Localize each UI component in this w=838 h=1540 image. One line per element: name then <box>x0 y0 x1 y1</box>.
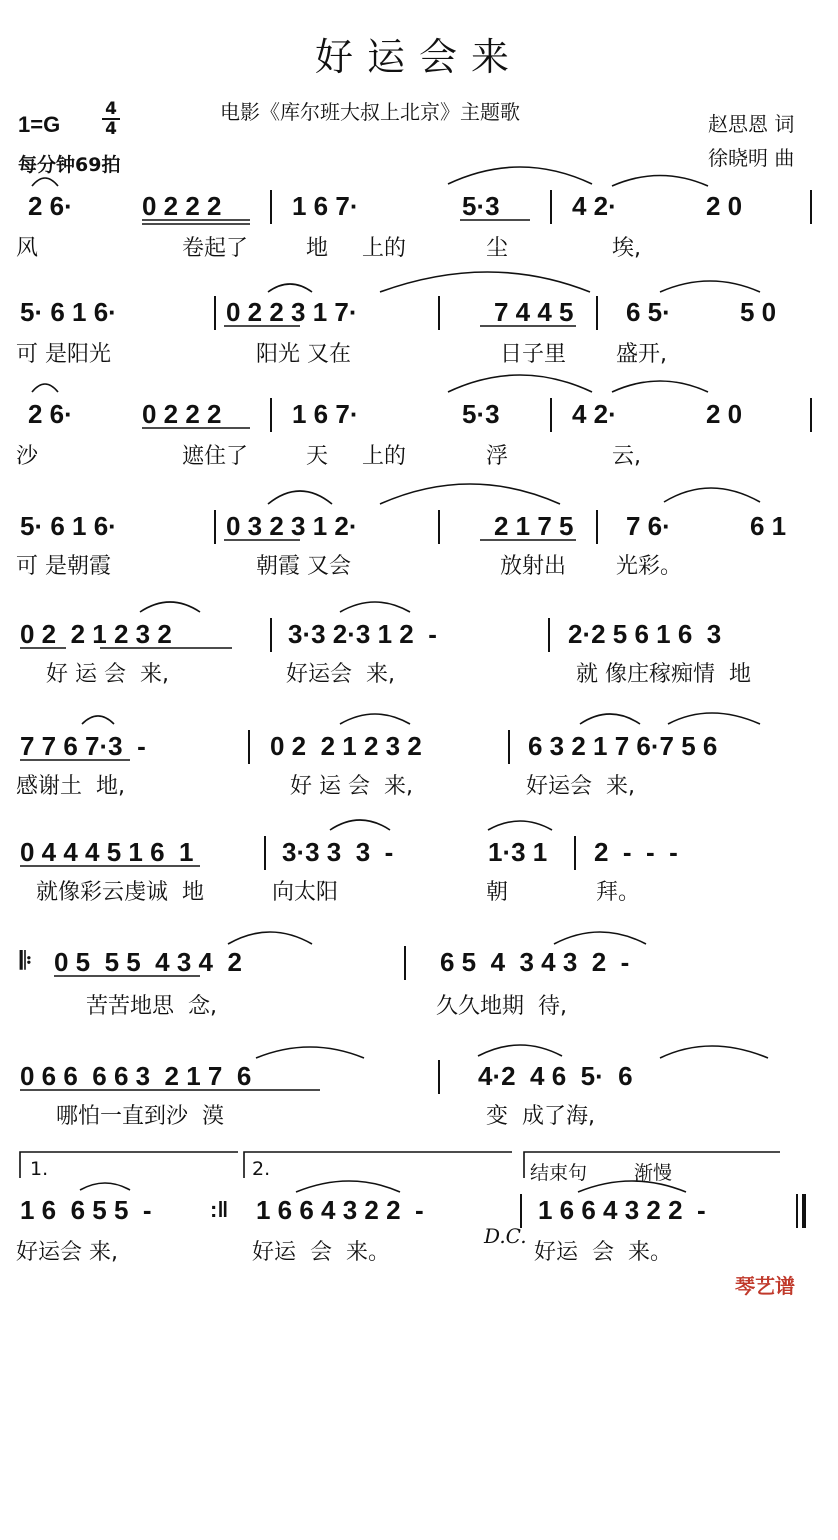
barline <box>508 730 510 764</box>
lyric: 地 <box>306 236 329 261</box>
slur <box>488 821 552 830</box>
system-6-lyrics <box>16 770 826 804</box>
system-5-lyrics <box>16 658 826 692</box>
repeat-end-sign: :‖ <box>210 1197 229 1222</box>
key-signature: 1=G <box>18 112 61 137</box>
barline <box>270 398 272 432</box>
notes-segment: 0 2 2 1 2 3 2 <box>270 731 422 761</box>
notes-segment: 0 4 4 4 5 1 6 1 <box>20 837 194 867</box>
system-4-notes <box>20 504 820 548</box>
notes-segment: 1·3 1 <box>488 837 548 867</box>
logo-watermark <box>735 1270 795 1299</box>
ending-tempo: 渐慢 <box>634 1162 673 1184</box>
volta-1-label: 1. <box>30 1158 49 1180</box>
barline <box>596 296 598 330</box>
notes-segment: 7 6· <box>626 511 671 541</box>
lyric: 上的 <box>362 236 407 261</box>
system-2-lyrics <box>16 338 826 372</box>
lyric: 向太阳 <box>272 880 339 905</box>
lyric: 埃, <box>612 236 641 261</box>
lyric: 卷起了 <box>182 236 249 261</box>
notes-segment: 0 2 2 3 1 7· <box>226 297 358 327</box>
slur <box>612 381 708 392</box>
slur <box>448 167 592 184</box>
lyric: 云, <box>612 444 641 469</box>
system-6-notes <box>20 724 820 768</box>
lyric: 好运会 来, <box>16 1240 118 1265</box>
repeat-start-sign: 𝄆 <box>20 948 32 975</box>
notes-segment: 6 1 <box>750 511 787 541</box>
barline <box>574 836 576 870</box>
notes-segment: 5· 6 1 6· <box>20 511 117 541</box>
lyric: 就 像庄稼痴情 地 <box>576 662 751 687</box>
barline <box>270 618 272 652</box>
lyric: 苦苦地思 念, <box>86 994 217 1019</box>
lyric: 好运会 来, <box>286 662 395 687</box>
system-5-notes <box>20 612 820 656</box>
notes-segment: 7 7 6 7·3 - <box>20 731 146 761</box>
lyric: 好运 会 来。 <box>534 1240 672 1265</box>
notes-segment: 1 6 7· <box>292 399 359 429</box>
notes-segment: 1 6 6 4 3 2 2 - <box>538 1195 706 1225</box>
barline <box>270 190 272 224</box>
slur <box>340 602 410 612</box>
slur <box>330 820 390 830</box>
lyric: 天 <box>306 444 329 469</box>
notes-segment: 0 6 6 6 6 3 2 1 7 6 <box>20 1061 252 1091</box>
slur <box>448 375 592 392</box>
subtitle: 电影《库尔班大叔上北京》主题歌 <box>220 100 520 124</box>
barline <box>810 398 812 432</box>
lyric: 久久地期 待, <box>436 994 567 1019</box>
notes-segment: 0 3 2 3 1 2· <box>226 511 358 541</box>
notes-segment: 5·3 <box>462 191 500 221</box>
barline <box>550 190 552 224</box>
notes-segment: 2·2 5 6 1 6 3 <box>568 619 722 649</box>
slur <box>380 484 560 504</box>
volta-bracket <box>20 1152 238 1178</box>
slur <box>380 272 590 292</box>
notes-segment: 0 2 2 2 <box>142 399 222 429</box>
dc-marking: D.C. <box>484 1224 527 1248</box>
lyric: 风 <box>16 236 39 261</box>
barline <box>438 1060 440 1094</box>
notes-segment: 5 0 <box>740 297 777 327</box>
system-2-notes <box>20 290 820 334</box>
notes-segment: 0 5 5 5 4 3 4 2 <box>54 947 242 977</box>
slur <box>668 713 760 724</box>
system-4-lyrics <box>16 550 826 584</box>
volta-bracket <box>244 1152 512 1178</box>
slur <box>340 714 410 724</box>
time-signature <box>100 100 122 138</box>
notes-segment: 5·3 <box>462 399 500 429</box>
slur <box>580 714 640 724</box>
slur <box>82 716 114 724</box>
barline <box>214 510 216 544</box>
lyric: 朝 <box>486 880 509 905</box>
lyric: 好运会 来, <box>526 774 635 799</box>
slur <box>32 384 58 392</box>
system-9-notes <box>20 1054 820 1098</box>
system-1-notes <box>20 184 820 228</box>
slur <box>140 602 200 612</box>
notes-segment: 4·2 4 6 5· 6 <box>478 1061 633 1091</box>
notes-segment: 2 1 7 5 <box>494 511 574 541</box>
system-3-notes <box>20 392 820 436</box>
barline <box>438 510 440 544</box>
notes-segment: 7 4 4 5 <box>494 297 574 327</box>
system-7-lyrics <box>16 876 826 910</box>
lyric: 尘 <box>486 236 509 261</box>
notes-segment: 2 6· <box>28 191 73 221</box>
lyric: 光彩。 <box>616 554 683 579</box>
notes-segment: 3·3 2·3 1 2 - <box>288 619 437 649</box>
time-sig-bottom: 4 <box>105 119 117 139</box>
lyric: 就像彩云虔诚 地 <box>36 880 204 905</box>
barline <box>438 296 440 330</box>
notes-segment: 5· 6 1 6· <box>20 297 117 327</box>
lyric: 遮住了 <box>182 444 249 469</box>
slur <box>268 491 332 504</box>
composer-credit: 徐晓明 曲 <box>708 146 795 170</box>
system-8-lyrics <box>16 990 826 1024</box>
lyric: 阳光 又在 <box>256 342 351 367</box>
notes-segment: 2 - - - <box>594 837 678 867</box>
final-barline <box>796 1194 798 1228</box>
lyricist-credit: 赵思恩 词 <box>708 112 795 136</box>
lyric: 朝霞 又会 <box>256 554 351 579</box>
time-sig-top: 4 <box>105 99 117 119</box>
lyric: 盛开, <box>616 342 667 367</box>
notes-segment: 3·3 3 3 - <box>282 837 394 867</box>
notes-segment: 0 2 2 1 2 3 2 <box>20 619 172 649</box>
notes-segment: 1 6 6 5 5 - <box>20 1195 152 1225</box>
system-3-lyrics <box>16 440 826 474</box>
notes-segment: 1 6 7· <box>292 191 359 221</box>
lyric: 好 运 会 来, <box>46 662 169 687</box>
lyric: 上的 <box>362 444 407 469</box>
barline <box>596 510 598 544</box>
system-1-lyrics <box>16 232 826 266</box>
notes-segment: 6 5· <box>626 297 671 327</box>
notes-segment: 6 3 2 1 7 6·7 5 6 <box>528 731 718 761</box>
notes-segment: 2 6· <box>28 399 73 429</box>
barline <box>810 190 812 224</box>
system-10-lyrics <box>16 1236 826 1270</box>
lyric: 可 是朝霞 <box>16 554 111 579</box>
volta-2-label: 2. <box>252 1158 271 1180</box>
notes-segment: 4 2· <box>572 191 617 221</box>
slur <box>664 488 760 502</box>
barline <box>248 730 250 764</box>
lyric: 浮 <box>486 444 509 469</box>
ending-label: 结束句 <box>530 1162 588 1184</box>
lyric: 放射出 <box>500 554 567 579</box>
logo-text: 琴艺谱 <box>735 1274 795 1298</box>
notes-segment: 2 0 <box>706 399 743 429</box>
lyric: 感谢土 地, <box>16 774 125 799</box>
lyric: 哪怕一直到沙 漠 <box>56 1104 224 1129</box>
lyric: 可 是阳光 <box>16 342 111 367</box>
barline <box>548 618 550 652</box>
system-10-notes <box>20 1188 820 1232</box>
barline <box>550 398 552 432</box>
lyric: 拜。 <box>596 880 641 905</box>
notes-segment: 0 2 2 2 <box>142 191 222 221</box>
lyric: 日子里 <box>500 342 567 367</box>
barline <box>404 946 406 980</box>
barline <box>264 836 266 870</box>
system-9-lyrics <box>16 1100 826 1134</box>
tempo-marking: 每分钟69拍 <box>18 154 121 176</box>
lyric: 变 成了海, <box>486 1104 595 1129</box>
system-7-notes <box>20 830 820 874</box>
lyric: 沙 <box>16 444 39 469</box>
final-barline-thick <box>802 1194 806 1228</box>
barline <box>214 296 216 330</box>
barline <box>520 1194 522 1228</box>
notes-segment: 1 6 6 4 3 2 2 - <box>256 1195 424 1225</box>
notes-segment: 6 5 4 3 4 3 2 - <box>440 947 630 977</box>
system-8-notes <box>20 940 820 984</box>
lyric: 好运 会 来。 <box>252 1240 390 1265</box>
song-title: 好运会来 <box>314 35 523 79</box>
notes-segment: 4 2· <box>572 399 617 429</box>
lyric: 好 运 会 来, <box>290 774 413 799</box>
notes-segment: 2 0 <box>706 191 743 221</box>
